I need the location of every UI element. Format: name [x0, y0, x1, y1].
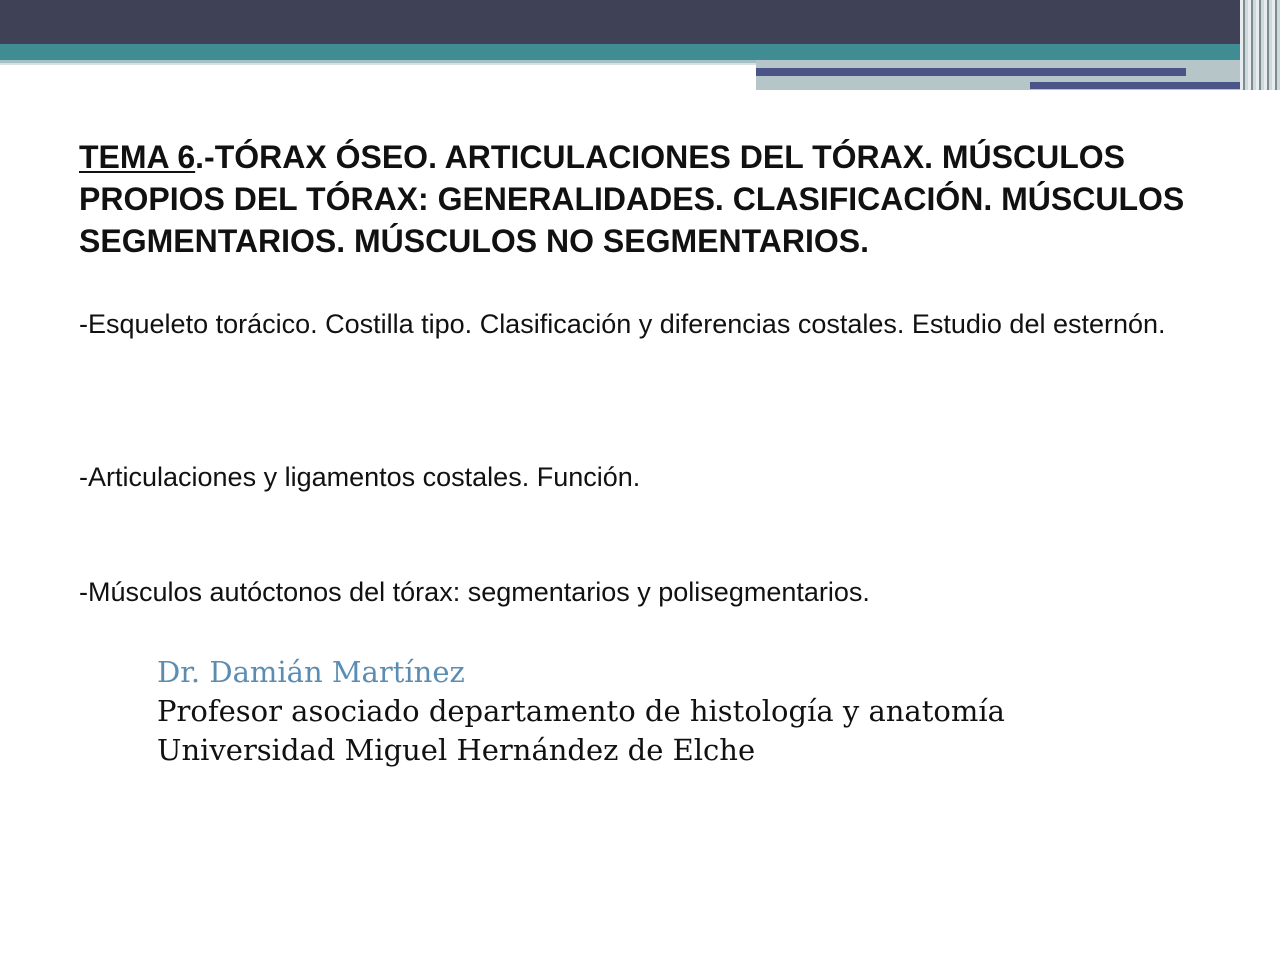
- author-role: Profesor asociado departamento de histología y anatomía: [157, 694, 1005, 728]
- content-item-muscles: -Músculos autóctonos del tórax: segmentarios y polisegmentarios.: [79, 577, 870, 607]
- title-topic-text: .-TÓRAX ÓSEO. ARTICULACIONES DEL TÓRAX. MÚSCULOS PROPIOS DEL TÓRAX: GENERALIDADES. CLASIFICACIÓN. MÚSCULOS SEGMENTARIOS. MÚSCULOS NO SEGMENTARIOS.: [79, 139, 1185, 259]
- header-navy-bar-upper: [756, 68, 1186, 76]
- header-dark-band: [0, 0, 1280, 44]
- slide-title: [79, 136, 1259, 262]
- content-item-joints: -Articulaciones y ligamentos costales. Función.: [79, 462, 641, 492]
- author-name: Dr. Damián Martínez: [157, 655, 465, 689]
- header-teal-band: [0, 44, 1240, 60]
- content-item-skeleton: -Esqueleto torácico. Costilla tipo. Clasificación y diferencias costales. Estudio del esternón.: [79, 309, 1166, 339]
- title-topic-number: TEMA 6: [79, 139, 196, 175]
- header-corner-stripes: [1240, 0, 1280, 90]
- header-light-line: [0, 63, 756, 65]
- author-block: [157, 653, 1217, 770]
- author-institution: Universidad Miguel Hernández de Elche: [157, 733, 756, 767]
- header-navy-bar-lower: [1030, 82, 1258, 89]
